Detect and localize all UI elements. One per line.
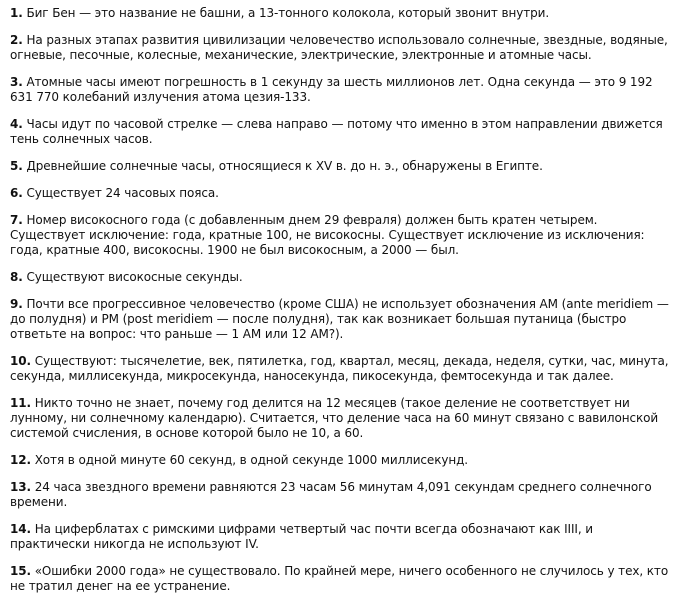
fact-item [10, 213, 670, 258]
fact-number: 7. [10, 213, 23, 227]
fact-number: 1. [10, 6, 23, 20]
fact-text: На циферблатах с римскими цифрами четвертый час почти всегда обозначают как IIII, и практически никогда не используют IV. [10, 522, 593, 551]
fact-item [10, 480, 670, 510]
fact-text: Атомные часы имеют погрешность в 1 секунду за шесть миллионов лет. Одна секунда — это 9 192 631 770 колебаний излучения атома цезия-133. [10, 75, 653, 104]
fact-item [10, 396, 670, 441]
fact-item [10, 297, 670, 342]
fact-item [10, 186, 670, 201]
fact-item [10, 354, 670, 384]
fact-item [10, 564, 670, 594]
fact-item [10, 6, 670, 21]
fact-item [10, 270, 670, 285]
fact-number: 12. [10, 453, 31, 467]
fact-text: Часы идут по часовой стрелке — слева направо — потому что именно в этом направлении движется тень солнечных часов. [10, 117, 663, 146]
fact-text: Номер високосного года (с добавленным днем 29 февраля) должен быть кратен четырем. Существует исключение: года, кратные 100, не високосны. Существует исключение из исключения: года, кратные 400, високосны. 1900 не был високосным, а 2000 — был. [10, 213, 645, 257]
fact-text: Существует 24 часовых пояса. [26, 186, 219, 200]
fact-number: 6. [10, 186, 23, 200]
fact-number: 9. [10, 297, 23, 311]
fact-item [10, 33, 670, 63]
fact-text: Биг Бен — это название не башни, а 13-тонного колокола, который звонит внутри. [26, 6, 550, 20]
fact-text: Существуют: тысячелетие, век, пятилетка, год, квартал, месяц, декада, неделя, сутки, час, минута, секунда, миллисекунда, микросекунда, наносекунда, пикосекунда, фемтосекунда и так далее. [10, 354, 669, 383]
fact-text: Хотя в одной минуте 60 секунд, в одной секунде 1000 миллисекунд. [34, 453, 468, 467]
fact-number: 2. [10, 33, 23, 47]
fact-number: 15. [10, 564, 31, 578]
fact-text: Древнейшие солнечные часы, относящиеся к XV в. до н. э., обнаружены в Египте. [26, 159, 543, 173]
fact-number: 14. [10, 522, 31, 536]
fact-number: 10. [10, 354, 31, 368]
fact-item [10, 453, 670, 468]
fact-item [10, 522, 670, 552]
fact-text: «Ошибки 2000 года» не существовало. По крайней мере, ничего особенного не случилось у тех, кто не тратил денег на ее устранение. [10, 564, 669, 593]
fact-number: 4. [10, 117, 23, 131]
fact-text: Никто точно не знает, почему год делится на 12 месяцев (такое деление не соответствует ни лунному, ни солнечному календарю). Считается, что деление часа на 60 минут связано с вавилонской системой счисления, в основе которой было не 10, а 60. [10, 396, 659, 440]
fact-item [10, 75, 670, 105]
fact-text: Почти все прогрессивное человечество (кроме США) не использует обозначения AM (ante meridiem — до полудня) и PM (post meridiem — после полудня), так как возникает большая путаница (быстро ответьте на вопрос: что раньше — 1 AM или 12 AM?). [10, 297, 669, 341]
fact-item [10, 117, 670, 147]
fact-item [10, 159, 670, 174]
fact-number: 8. [10, 270, 23, 284]
fact-text: 24 часа звездного времени равняются 23 часам 56 минутам 4,091 секундам среднего солнечного времени. [10, 480, 652, 509]
fact-number: 13. [10, 480, 31, 494]
fact-number: 3. [10, 75, 23, 89]
fact-number: 5. [10, 159, 23, 173]
fact-text: На разных этапах развития цивилизации человечество использовало солнечные, звездные, водяные, огневые, песочные, колесные, механические, электрические, электронные и атомные часы. [10, 33, 668, 62]
fact-number: 11. [10, 396, 31, 410]
fact-text: Существуют високосные секунды. [26, 270, 243, 284]
